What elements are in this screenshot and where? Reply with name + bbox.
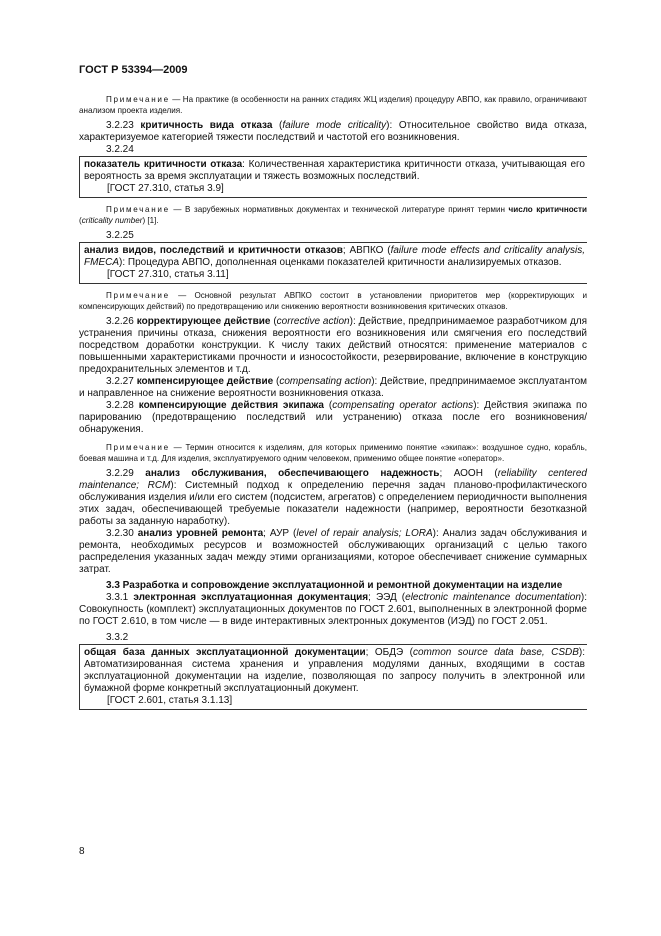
note-criticality-number <box>79 204 587 226</box>
term-abbr: ; АУР ( <box>263 528 297 539</box>
term-definition: ): Системный подход к определению перечня задач планово-профилактического обслуживания изделия и/или его систем (подсистем, агрегатов) с определением периодичности выполнения этих задач, обеспечивающей требуемые показатели надежности (например, вероятности безотказной работы за заданную наработку). <box>79 480 587 527</box>
page-number: 8 <box>79 846 85 857</box>
note-label: Примечание <box>106 205 170 214</box>
document-header: ГОСТ Р 53394—2009 <box>79 64 188 76</box>
note-text: — На практике (в особенности на ранних стадиях ЖЦ изделия) процедуру АВПО, как правило, ограничивают анализом проекта изделия. <box>79 95 588 115</box>
note-crew <box>79 442 587 464</box>
note-label: Примечание <box>106 443 170 452</box>
term-definition: ): Действия экипажа по парированию (предотвращению последствий или устранению) отказа после его возникновения/обнаружения. <box>79 400 588 435</box>
term-english: reliability centered maintenance; RCM <box>79 468 587 491</box>
note-text: — Основной результат АВПКО состоит в установлении приоритетов мер (корректирующих и компенсирующих действий) по предотвращению или снижению вероятности возникновения критических отказов. <box>79 291 587 311</box>
term-title: корректирующее действие <box>136 316 271 327</box>
term-box-3-2-25 <box>79 242 587 284</box>
term-number: 3.2.23 <box>106 120 134 131</box>
term-english: common source data base, CSDB <box>412 647 579 658</box>
term-title: анализ уровней ремонта <box>137 528 264 539</box>
term-abbr: ; ОБДЭ ( <box>365 647 413 658</box>
term-title: компенсирующие действия экипажа <box>138 400 324 411</box>
term-title: компенсирующее действие <box>136 376 274 387</box>
term-english: compensating action <box>279 376 372 387</box>
term-title: анализ обслуживания, обеспечивающего надежность <box>145 468 440 479</box>
term-definition: ): Процедура АВПО, дополненная оценками показателей критичности анализируемых отказов. <box>119 257 562 268</box>
term-english: level of repair analysis; LORA <box>296 528 433 539</box>
term-box-3-3-2 <box>79 644 587 710</box>
document-body <box>79 94 587 714</box>
term-title: электронная эксплуатационная документация <box>133 592 369 603</box>
section-heading-3-3: 3.3 Разработка и сопровождение эксплуатационной и ремонтной документации на изделие <box>106 580 563 591</box>
term-source: [ГОСТ 27.310, статья 3.9] <box>107 183 224 194</box>
note-label: Примечание <box>106 291 170 300</box>
term-definition: ): Совокупность (комплект) эксплуатационных документов по ГОСТ 2.601, выполненных в электронной форме по ГОСТ 2.610, в том числе — в виде интерактивных электронных документов (ИЭД) по ГОСТ 2.051. <box>79 592 588 627</box>
term-title: критичность вида отказа <box>140 120 273 131</box>
term-number-3-2-24: 3.2.24 <box>106 144 134 155</box>
term-definition: ): Действие, предпринимаемое эксплуатантом и направленное на снижение вероятности возникновения отказа. <box>79 376 588 399</box>
term-3-2-23: 3.2.23 критичность вида отказа (failure mode criticality): Относительное свойство вида отказа, характеризуемое категорией тяжести последствий и частотой его возникновения. <box>79 120 587 143</box>
term-3-2-26: 3.2.26 корректирующее действие (corrective action): Действие, предпринимаемое разработчиком для устранения причины отказа, снижения вероятности его возникновения или смягчения его последствий посредством доработки конструкции. К числу таких действий относятся: применение материалов с повышенными характеристиками прочности и износостойкости, резервирование, включение в конструкцию предохранительных элементов и т.д. <box>79 316 588 375</box>
term-english: failure mode effects and criticality analysis, FMECA <box>84 245 586 268</box>
note-label: Примечание <box>106 95 170 104</box>
term-english: corrective action <box>276 316 350 327</box>
note-text: ) [1]. <box>142 216 159 225</box>
term-number: 3.2.29 <box>106 468 134 479</box>
note-text: ( <box>79 216 82 225</box>
term-number-3-2-25: 3.2.25 <box>106 230 134 241</box>
term-number: 3.3.1 <box>106 592 129 603</box>
term-number-3-3-2: 3.3.2 <box>106 632 129 643</box>
note-text: — Термин относится к изделиям, для которых применимо понятие «экипаж»: воздушное судно, корабль, боевая машина и т.д. Для изделия, эксплуатируемого одним человеком, применимо общее понятие «оператор». <box>79 443 587 463</box>
term-abbr: ; АВПКО ( <box>342 245 391 256</box>
term-3-2-29 <box>79 468 587 528</box>
term-english: electronic maintenance documentation <box>405 592 581 603</box>
term-number: 3.2.26 <box>106 316 134 327</box>
term-definition: : Относительное свойство вида отказа, характеризуемое категорией тяжести последствий и частотой его возникновения. <box>79 120 587 143</box>
note-avpo <box>79 94 587 116</box>
term-3-2-28: 3.2.28 компенсирующие действия экипажа (compensating operator actions): Действия экипажа по парированию (предотвращению последствий или устранению) отказа после его возникновения/обнаружения. <box>79 400 588 435</box>
note-avpko <box>79 290 587 312</box>
term-source: [ГОСТ 27.310, статья 3.11] <box>107 269 229 280</box>
term-definition: ): Автоматизированная система хранения и управления модулями данных, входящими в состав эксплуатационной документации на изделие, позволяющая по запросу получить в электронной или бумажной форме конкретный эксплуатационный документ. <box>84 647 586 694</box>
term-source: [ГОСТ 2.601, статья 3.1.13] <box>107 695 233 706</box>
term-3-2-30 <box>79 528 587 576</box>
note-term: число критичности <box>508 205 587 214</box>
term-definition: ): Действие, предпринимаемое разработчиком для устранения причины отказа, снижения вероятности его возникновения или смягчения его последствий посредством доработки конструкции. К числу таких действий относятся: применение материалов с повышенными характеристиками прочности и износостойкости, резервирование, включение в конструкцию предохранительных элементов и т.д. <box>79 316 588 375</box>
term-number: 3.2.30 <box>106 528 134 539</box>
term-number: 3.2.27 <box>106 376 134 387</box>
term-english: failure mode criticality <box>282 120 387 131</box>
term-box-3-2-24 <box>79 156 587 198</box>
term-abbr: ; АООН ( <box>439 468 498 479</box>
note-english: criticality number <box>81 216 143 225</box>
term-3-3-1 <box>79 592 587 628</box>
term-title: показатель критичности отказа <box>84 159 243 170</box>
term-3-2-27: 3.2.27 компенсирующее действие (compensating action): Действие, предпринимаемое эксплуатантом и направленное на снижение вероятности возникновения отказа. <box>79 376 588 399</box>
term-title: анализ видов, последствий и критичности отказов <box>84 245 343 256</box>
term-title: общая база данных эксплуатационной документации <box>84 647 366 658</box>
term-number: 3.2.28 <box>106 400 134 411</box>
term-english: compensating operator actions <box>332 400 474 411</box>
term-definition: ): Анализ задач обслуживания и ремонта, необходимых ресурсов и возможностей обслуживающих организаций с целью такого распределения указанных задач между этими организациями, которое обеспечивает снижение суммарных затрат. <box>79 528 587 575</box>
note-text: — В зарубежных нормативных документах и технической литературе принят термин <box>173 205 509 214</box>
term-abbr: ; ЭЭД ( <box>368 592 406 603</box>
term-definition: : Количественная характеристика критичности отказа, учитывающая его вероятность за время эксплуатации и тяжесть возможных последствий. <box>84 159 585 182</box>
